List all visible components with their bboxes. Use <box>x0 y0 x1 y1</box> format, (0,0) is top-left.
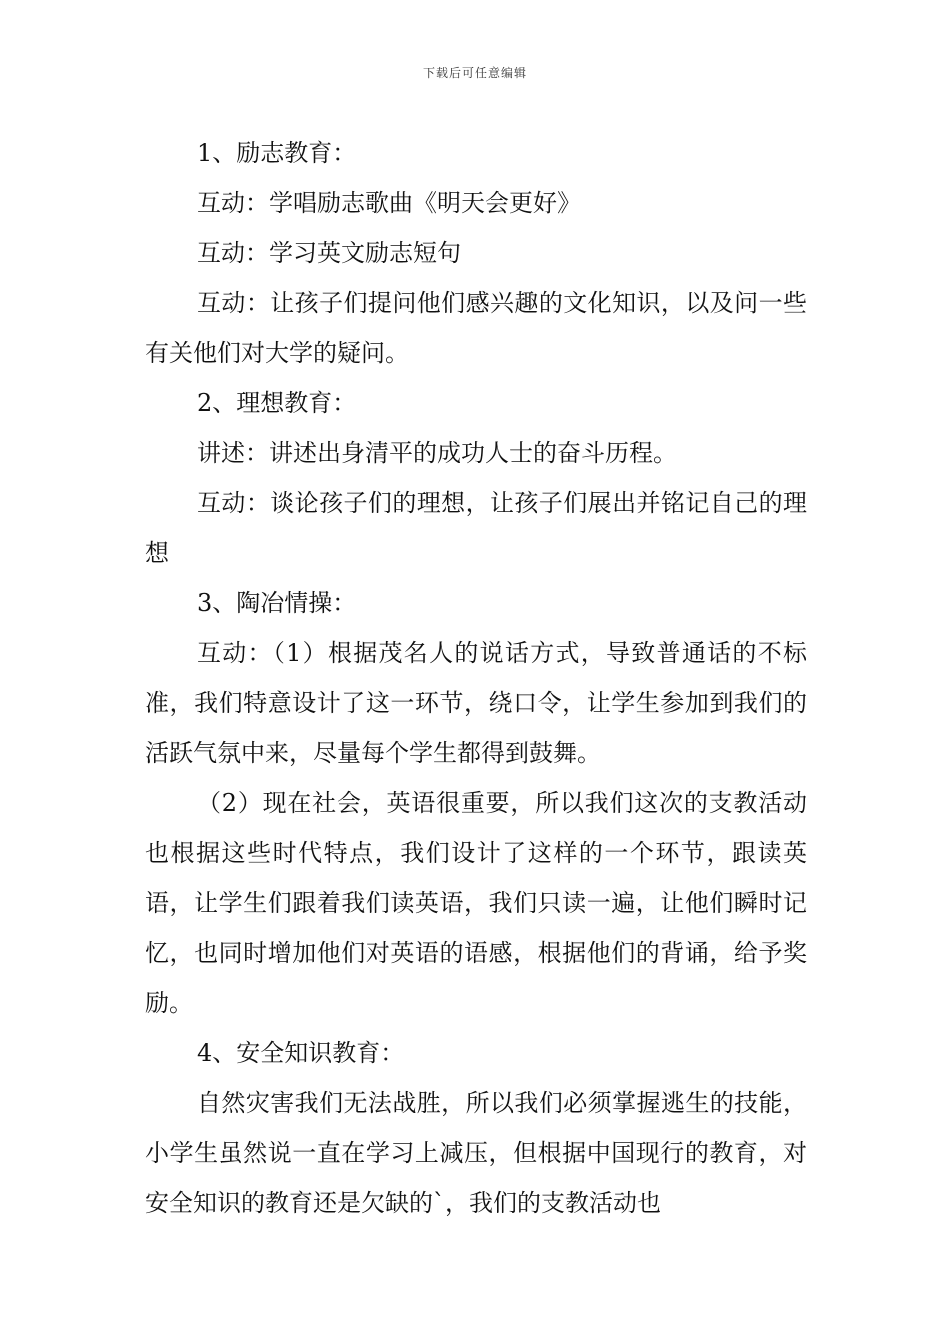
paragraph: 互动：学习英文励志短句 <box>197 239 461 267</box>
paragraph: 讲述：讲述出身清平的成功人士的奋斗历程。 <box>197 439 677 467</box>
section-heading-ideals: 2、理想教育： <box>197 389 357 417</box>
paragraph: 互动：让孩子们提问他们感兴趣的文化知识，以及问一些有关他们对大学的疑问。 <box>145 289 807 367</box>
section-heading-safety: 4、安全知识教育： <box>197 1039 405 1067</box>
paragraph: （2）现在社会，英语很重要，所以我们这次的支教活动也根据这些时代特点，我们设计了这样的一个环节，跟读英语，让学生们跟着我们读英语，我们只读一遍，让他们瞬时记忆，也同时增加他们对英语的语感，根据他们的背诵，给予奖励。 <box>145 789 807 1017</box>
paragraph: 互动：谈论孩子们的理想，让孩子们展出并铭记自己的理想 <box>145 489 807 567</box>
paragraph: 互动：学唱励志歌曲《明天会更好》 <box>197 189 581 217</box>
paragraph: 互动：（1）根据茂名人的说话方式，导致普通话的不标准，我们特意设计了这一环节，绕口令，让学生参加到我们的活跃气氛中来，尽量每个学生都得到鼓舞。 <box>145 639 807 767</box>
page-header-note: 下载后可任意编辑 <box>422 66 527 80</box>
paragraph: 自然灾害我们无法战胜，所以我们必须掌握逃生的技能，小学生虽然说一直在学习上减压，但根据中国现行的教育，对安全知识的教育还是欠缺的`，我们的支教活动也 <box>145 1089 807 1217</box>
document-body <box>145 128 807 1228</box>
section-heading-inspiration: 1、励志教育： <box>197 139 357 167</box>
section-heading-sentiment: 3、陶冶情操： <box>197 589 357 617</box>
